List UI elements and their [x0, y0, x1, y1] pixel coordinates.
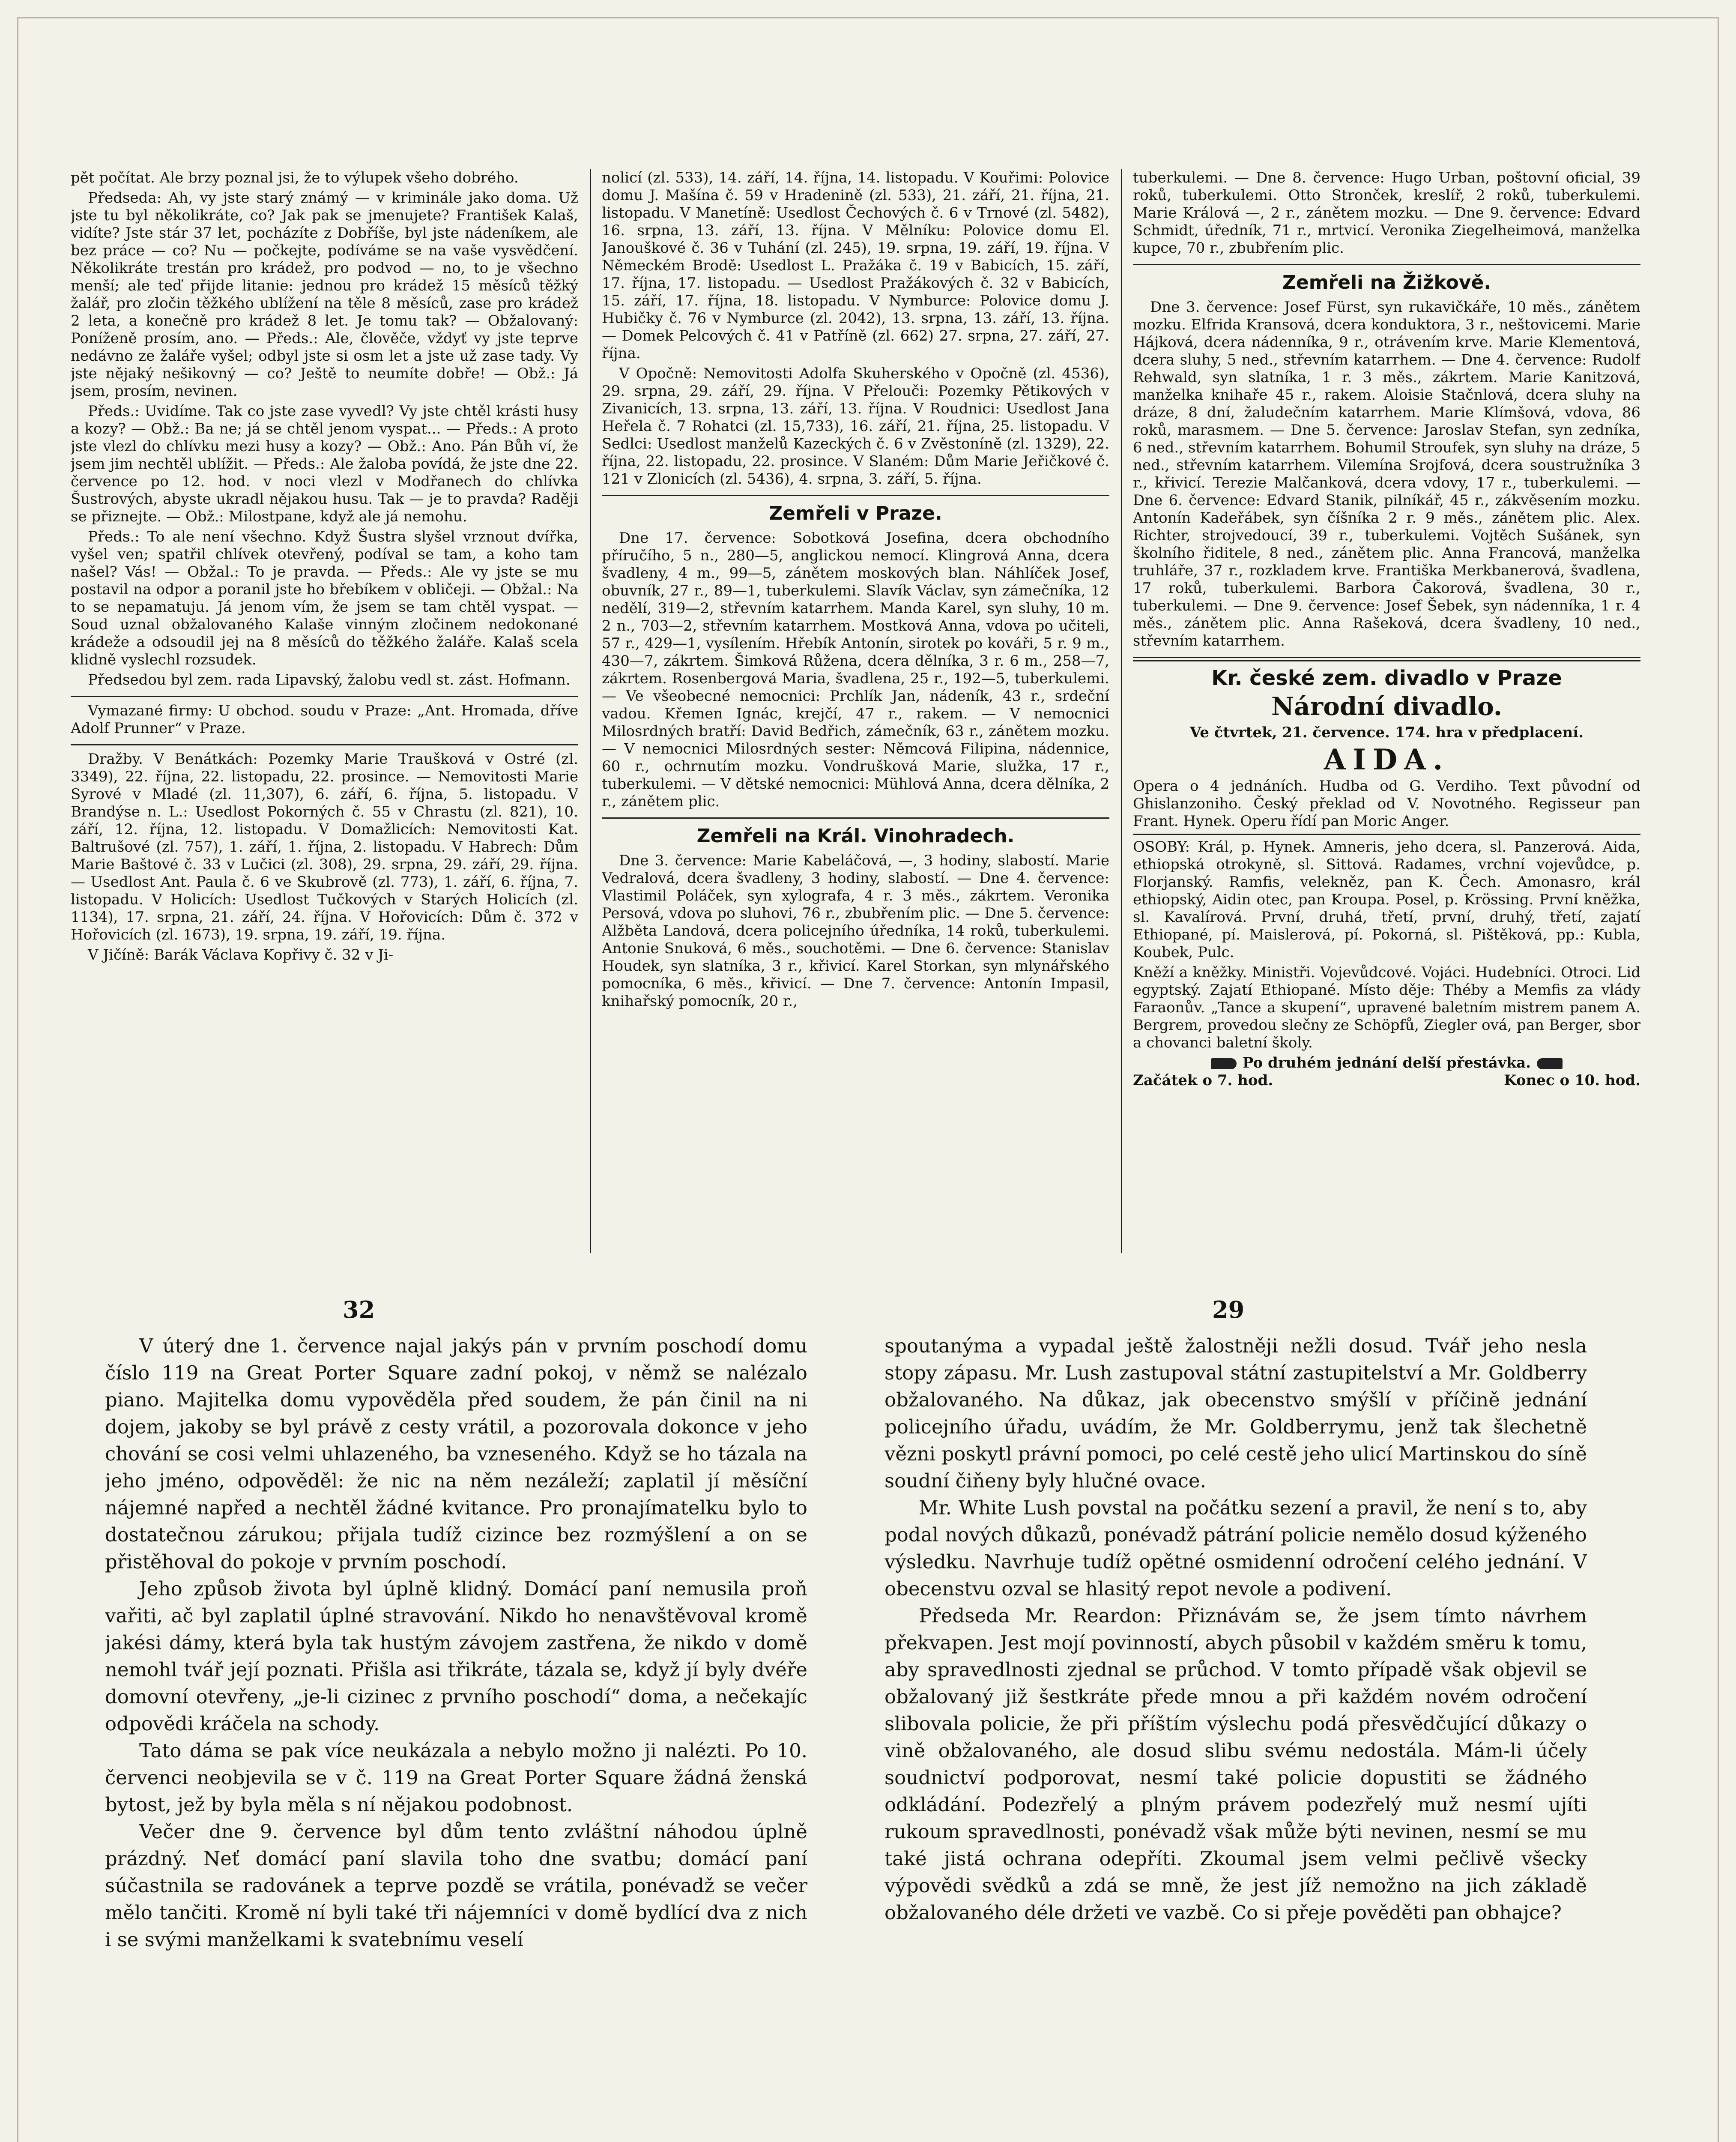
court-paragraph: Předsedou byl zem. rada Lipavský, žalobu vedl st. zást. Hofmann. [88, 671, 571, 688]
deaths-prague-list: Dne 17. července: Sobotková Josefina, dcera obchodního příručího, 5 n., 280—5, anglickou nemocí. Klingrová Anna, dcera švadleny, 4 m., 99—5, zánětem moskových blan. Náhlíček Josef, obuvník, 27 r., 89—1, tuberkulemi. Slavík Václav, syn zámečníka, 12 nedělí, 319—2, střevním katarrhem. Manda Karel, syn sluhy, 10 m. 2 n., 703—2, střevním katarrhem. Mostková Anna, vdova po učiteli, 57 r., 429—1, vysílením. Hřebík Antonín, sirotek po kováři, 5 r. 9 m., 430—7, zákrtem. Šimková Růžena, dcera dělníka, 3 r. 6 m., 258—7, zákrtem. Rosenbergová Maria, švadlena, 25 r., 192—5, tuberkulemi. — Ve všeobecné nemocnici: Prchlík Jan, nádeník, 43 r., srdeční vadou. Křemen Ignác, krejčí, 47 r., rakem. — V nemocnici Milosrdných bratří: David Bedřich, zámečník, 63 r., zánětem mozku. — V nemocnici Milosrdných sester: Němcová Filipina, nádennice, 60 r., ochrnutím mozku. Vondrušková Marie, služka, 17 r., tuberkulemi. — V dětské nemocnici: Mühlová Anna, dcera dělníka, 2 r., zánětem plic. [602, 530, 1109, 810]
intermission-text: Po druhém jednání delší přestávka. [1242, 1054, 1531, 1071]
theatre-heading: Kr. české zem. divadlo v Praze [1211, 666, 1562, 690]
book-paragraph: Tato dáma se pak více neukázala a nebylo možno ji nalézti. Po 10. červenci neobjevila se v č. 119 na Great Porter Square žádná ženská bytost, jež by byla měla s ní nějakou podobnost. [105, 1739, 807, 1816]
deleted-firms-notice: Vymazané firmy: U obchod. soudu v Praze: „Ant. Hromada, dříve Adolf Prunner“ v Praze. [71, 702, 578, 737]
page-number-right: 29 [1212, 1296, 1245, 1323]
book-paragraph: spoutanýma a vypadal ještě žalostněji nežli dosud. Tvář jeho nesla stopy zápasu. Mr. Lush zastupoval státní zastupitelství a Mr. Goldberry obžalovaného. Na důkaz, jak obecenstvo smýšlí v příčině jednání policejního úřadu, uvádím, že Mr. Goldberrymu, jenž tak šlechetně vězni poskytl právní pomoci, po celé cestě jeho ulicí Martinskou do síně soudní čiňeny byly hlučné ovace. [884, 1334, 1587, 1492]
auctions-paragraph: V Jičíně: Barák Václava Kopřivy č. 32 v Ji- [88, 946, 394, 963]
book-column-left [105, 1332, 807, 2142]
column-rule [590, 169, 591, 1253]
divider [1133, 834, 1640, 835]
deaths-zizkov-heading: Zemřeli na Žižkově. [1282, 272, 1491, 293]
page-number-left: 32 [343, 1296, 375, 1323]
court-paragraph: Předs.: To ale není všechno. Když Šustra slyšel vrznout dvířka, vyšel ven; spatřil chlívek otevřený, podíval se tam, a koho tam našel? Vás! — Obžal.: To je pravda. — Předs.: Ale vy jste se mu postavil na odpor a poranil jste ho břebíkem v obličeji. — Obžal.: Na to se nepamatuju. Já jenom vím, že jsem se tam chtěl vyspat. — Soud uznal obžalovaného Kalaše vinným zločinem nedokonané krádeže a odsoudil jej na 8 měsíců do těžkého žaláře. Kalaš scela klidně vyslechl rozsudek. [71, 528, 578, 668]
opera-extras: Kněží a kněžky. Ministři. Vojevůdcové. Vojáci. Hudebníci. Otroci. Lid egyptský. Zajatí Ethiopané. Místo děje: Théby a Memfis za vlády Faraonův. „Tance a skupení“, upravené baletním mistrem panem A. Bergrem, provedou slečny ze Schöpfů, Ziegler ová, pan Berger, sbor a chovanci baletní školy. [1133, 964, 1640, 1051]
book-paragraph: Předseda Mr. Reardon: Přiznávám se, že jsem tímto návrhem překvapen. Jest mojí povinností, abych působil v každém směru k tomu, aby spravedlnosti zjednal se průchod. V tomto případě však objevil se obžalovaný již šestkráte přede mnou a při každém novém odročení slibovala policie, že při příštím výslechu podá přesvědčující důkazy o vině obžalovaného, ale dosud slibu svému nedostála. Mám-li účely soudnictví podporovat, nesmí také policie dopustiti se žádného odkládání. Podezřelý a plným právem podezřelý muž nesmí ujíti rukoum spravedlnosti, ponévadž však může býti nevinen, nesmí se mu také jistá ochrana odepříti. Zkoumal jsem velmi pečlivě všecky výpovědi svědků a zdá se mně, že jest jíž nemožno na jich základě obžalovaného déle držeti ve vazbě. Co si přeje pověděti pan obhajce? [884, 1604, 1587, 1924]
deaths-continued: tuberkulemi. — Dne 8. července: Hugo Urban, poštovní oficial, 39 roků, tuberkulemi. Otto Stronček, kreslíř, 2 roků, tuberkulemi. Marie Králová —, 2 r., zánětem mozku. — Dne 9. července: Edvard Schmidt, úředník, 71 r., mrtvicí. Veronika Ziegelheimová, manželka kupce, 70 r., zbubřením plic. [1133, 169, 1640, 257]
intermission-notice [1133, 1054, 1640, 1072]
divider [1133, 657, 1640, 661]
book-paragraph: Večer dne 9. července byl dům tento zvláštní náhodou úplně prázdný. Neť domácí paní slavila toho dne svatbu; domácí paní súčastnila se radovánek a teprve pozdě se vrátila, ponévadž se večer mělo tančiti. Kromě ní byli také tři nájemníci v domě bydlící dva z nich i se svými manželkami k svatebnímu veselí [105, 1820, 807, 1951]
start-time: Začátek o 7. hod. [1133, 1072, 1273, 1089]
deaths-vinohrady-list: Dne 3. července: Marie Kabeláčová, —, 3 hodiny, slabostí. Marie Vedralová, dcera švadleny, 3 hodiny, slabostí. — Dne 4. července: Vlastimil Poláček, syn xylografa, 4 r. 3 měs., zákrtem. Veronika Persová, vdova po sluhovi, 76 r., zbubřením plic. — Dne 5. července: Alžběta Landová, dcera policejního úředníka, 14 roků, tuberkulemi. Antonie Snuková, 6 měs., souchotěmi. — Dne 6. července: Stanislav Houdek, syn slatníka, 3 r., křivicí. Karel Storkan, syn mlynářského pomocníka, 6 měs., křivicí. — Dne 7. července: Antonín Impasil, knihařský pomocník, 20 r., [602, 852, 1109, 1010]
deaths-prague-heading: Zemřeli v Praze. [769, 503, 942, 524]
end-time: Konec o 10. hod. [1504, 1072, 1640, 1089]
deaths-zizkov-list: Dne 3. července: Josef Fürst, syn rukavičkáře, 10 měs., zánětem mozku. Elfrida Kransová, dcera konduktora, 3 r., neštovicemi. Marie Hájková, dcera nádenníka, 9 r., otrávením krve. Marie Klementová, dcera sluhy, 5 ned., střevním katarrhem. — Dne 4. července: Rudolf Rehwald, syn slatníka, 1 r. 3 měs., zákrtem. Marie Kanitzová, manželka knihaře 45 r., rakem. Aloisie Stačnlová, dcera sluhy na dráze, 8 dní, žaludečním katarrhem. Marie Klímšová, vdova, 86 roků, marasmem. — Dne 5. července: Jaroslav Stefan, syn zedníka, 6 ned., střevním katarrhem. Bohumil Stroufek, syn sluhy na dráze, 5 ned., střevním katarrhem. Vilemína Srojfová, dcera soustružníka 3 r., křivicí. Terezie Malčanková, dcera vdovy, 17 r., tuberkulemi. — Dne 6. července: Edvard Stanik, pilníkář, 45 r., zákvěsením mozku. Antonín Kadeřábek, syn číšníka 2 r. 9 měs., zánětem plic. Alex. Richter, strojvedoucí, 39 r., tuberkulemi. Vojtěch Sušánek, syn školního řiditele, 8 ned., zánětem plic. Anna Francová, manželka truhláře, 37 r., rozkladem krve. Františka Merkbanerová, švadlena, 17 roků, tuberkulemi. Barbora Čakorová, švadlena, 30 r., tuberkulemi. — Dne 9. července: Josef Šebek, syn nádenníka, 1 r. 4 měs., zánětem plic. Anna Rašeková, dcera švadleny, 10 ned., střevním katarrhem. [1133, 299, 1640, 649]
newspaper-column-3 [1133, 169, 1640, 1253]
newspaper-column-1 [71, 169, 578, 1253]
book-section [105, 1332, 1587, 2142]
divider [602, 495, 1109, 496]
newspaper-section [71, 169, 1640, 1253]
court-paragraph: Předseda: Ah, vy jste starý známý — v kriminále jako doma. Už jste tu byl několikráte, co? Jak pak se jmenujete? František Kalaš, vidíte? Jste stár 37 let, pocházíte z Dobříše, byl jste nádeníkem, ale bez práce — co? Nu — počkejte, podíváme se na vaše vysvědčení. Několikráte trestán pro krádež, pro podvod — no, to je všechno menší; ale teď přijde litanie: jednou pro krádež 15 měsíců těžký žalář, pro zločin těžkého ublížení na těle 8 měsíců, zase pro krádež 2 leta, a konečně pro krádež 8 let. Je tomu tak? — Obžalovaný: Poníženě prosím, ano. — Předs.: Ale, člověče, vždyť vy jste teprve nedávno ze žaláře vyšel; odbyl jste si osm let a jste už zase tady. Vy jste nějaký nešikovný — co? Ještě to neumíte dobře! — Obž.: Já jsem, prosím, nevinen. [71, 189, 578, 400]
book-paragraph: Mr. White Lush povstal na počátku sezení a pravil, že není s to, aby podal nových důkazů, ponévadž pátrání policie nemělo dosud kýženého výsledku. Navrhuje tudíž opětné osmidenní odročení celého jednání. V obecenstvu ozval se hlasitý repot nevole a podivení. [884, 1496, 1587, 1600]
book-paragraph: Jeho způsob života byl úplně klidný. Domácí paní nemusila proň vařiti, ač byl zaplatil úplné stravování. Nikdo ho nenavštěvoval kromě jakési dámy, která byla tak hustým závojem zastřena, že nikdo v domě nemohl tvář její poznati. Přišla asi třikráte, tázala se, když jí byly dvéře domovní otevřeny, „je-li cizinec z prvního poschodí“ doma, a nečekajíc odpovědi kráčela na schody. [105, 1577, 807, 1735]
pointing-hand-icon [1211, 1058, 1237, 1069]
book-paragraph: V úterý dne 1. července najal jakýs pán v prvním poschodí domu číslo 119 na Great Porter Square zadní pokoj, v němž se nalézalo piano. Majitelka domu vypověděla před soudem, že pán činil na ni dojem, jakoby se byl právě z cesty vrátil, a pozorovala dokonce v jeho chování se cosi velmi uhlazeného, ba vzneseného. Když se ho tázala na jeho jméno, odpověděl: že nic na něm nezáleží; zaplatil jí měsíční nájemné napřed a nechtěl žádné kvitance. Pro pronajímatelku bylo to dostatečnou zárukou; přijala tudíž cizince bez rozmýšlení a on se přistěhoval do pokoje v prvním poschodí. [105, 1334, 807, 1573]
divider [71, 744, 578, 745]
performance-date: Ve čtvrtek, 21. července. 174. hra v předplacení. [1189, 724, 1584, 741]
court-paragraph: Předs.: Uvidíme. Tak co jste zase vyvedl? Vy jste chtěl krásti husy a kozy? — Obž.: Ba ne; já se chtěl jenom vyspat... — Předs.: A proto jste vlezl do chlívku mezi husy a kozy? — Obž.: Ano. Pán Bůh ví, že jsem jim nechtěl ublížit. — Předs.: Ale žaloba povídá, že jste dne 22. července po 12. hod. v noci vlezl v Modřanech do chlívka Šustrových, abyste ukradl nějakou husu. Tak — je to pravda? Raději se přiznejte. — Obž.: Milostpane, když ale já nemohu. [71, 403, 578, 525]
column-rule [1121, 169, 1122, 1253]
divider [71, 696, 578, 697]
opera-cast: OSOBY: Král, p. Hynek. Amneris, jeho dcera, sl. Panzerová. Aida, ethiopská otrokyně, sl. Sittová. Radames, vrchní vojevůdce, p. Florjanský. Ramfis, velekněz, pan K. Čech. Amonasro, král ethiopský, Aidin otec, pan Kroupa. Posel, p. Krössing. První kněžka, sl. Kavalírová. První, druhá, třetí, první, druhý, třetí, zajatí Ethiopané, pí. Maislerová, pí. Pokorná, sl. Pištěková, pp.: Kubla, Koubek, Pulc. [1133, 838, 1640, 961]
court-paragraph: pět počítat. Ale brzy poznal jsi, že to výlupek všeho dobrého. [71, 169, 519, 186]
divider [602, 817, 1109, 819]
deaths-vinohrady-heading: Zemřeli na Král. Vinohradech. [696, 825, 1015, 847]
auctions-paragraph: nolicí (zl. 533), 14. září, 14. října, 14. listopadu. V Kouřimi: Polovice domu J. Mašína č. 59 v Hradenině (zl. 533), 21. září, 21. října, 21. listopadu. V Manetíně: Usedlost Čechových č. 6 v Trnové (zl. 5482), 16. srpna, 13. září, 13. října. V Mělníku: Polovice domu El. Janouškové č. 36 v Tuhání (zl. 245), 19. srpna, 19. září, 19. října. V Německém Brodě: Usedlost L. Pražáka č. 19 v Babicích, 15. září, 17. října, 17. listopadu. — Usedlost Pražákových č. 32 v Babicích, 15. září, 17. října, 18. listopadu. V Nymburce: Polovice domu J. Hubičky č. 76 v Nymburce (zl. 2042), 13. srpna, 13. září, 13. října. — Domek Pelcových č. 41 v Patříně (zl. 662) 27. srpna, 27. září, 27. října. [602, 169, 1109, 362]
opera-title: AIDA. [1324, 743, 1450, 776]
pointing-hand-icon [1537, 1058, 1563, 1069]
auctions-paragraph: Dražby. V Benátkách: Pozemky Marie Traušková v Ostré (zl. 3349), 22. října, 22. listopadu, 22. prosince. — Nemovitosti Marie Syrové v Mladé (zl. 11,307), 6. září, 6. října, 5. listopadu. V Brandýse n. L.: Usedlost Pokorných č. 55 v Chrastu (zl. 821), 10. září, 12. října, 12. listopadu. V Domažlicích: Nemovitosti Kat. Baltrušové (zl. 757), 1. září, 1. října, 2. listopadu. V Habrech: Dům Marie Baštové č. 33 v Lučici (zl. 308), 29. srpna, 29. září, 29. října. — Usedlost Ant. Paula č. 6 ve Skubrově (zl. 773), 1. září, 6. října, 7. listopadu. V Holicích: Usedlost Tučkových v Starých Holicích (zl. 1134), 17. srpna, 21. září, 24. října. V Hořovicích: Dům č. 372 v Hořovicích (zl. 1673), 19. srpna, 19. září, 19. října. [71, 751, 578, 943]
divider [1133, 264, 1640, 265]
book-column-right [884, 1332, 1587, 2142]
theatre-name: Národní divadlo. [1271, 692, 1503, 721]
auctions-paragraph: V Opočně: Nemovitosti Adolfa Skuherského v Opočně (zl. 4536), 29. srpna, 29. září, 29. října. V Přelouči: Pozemky Pětikových v Zivanicích, 13. srpna, 13. září, 13. října. V Roudnici: Usedlost Jana Heřela č. 7 Rohatci (zl. 15,733), 16. září, 21. října, 25. listopadu. V Sedlci: Usedlost manželů Kazeckých č. 6 v Zvěstoníně (zl. 1329), 22. října, 22. listopadu, 22. prosince. V Slaném: Dům Marie Jeřičkové č. 121 v Zlonicích (zl. 5436), 4. srpna, 3. září, 5. října. [602, 365, 1109, 488]
performance-times [1133, 1072, 1640, 1089]
newspaper-column-2 [602, 169, 1109, 1253]
opera-description: Opera o 4 jednáních. Hudba od G. Verdiho. Text původní od Ghislanzoniho. Český překlad od V. Novotného. Regisseur pan Frant. Hynek. Operu řídí pan Moric Anger. [1133, 778, 1640, 830]
